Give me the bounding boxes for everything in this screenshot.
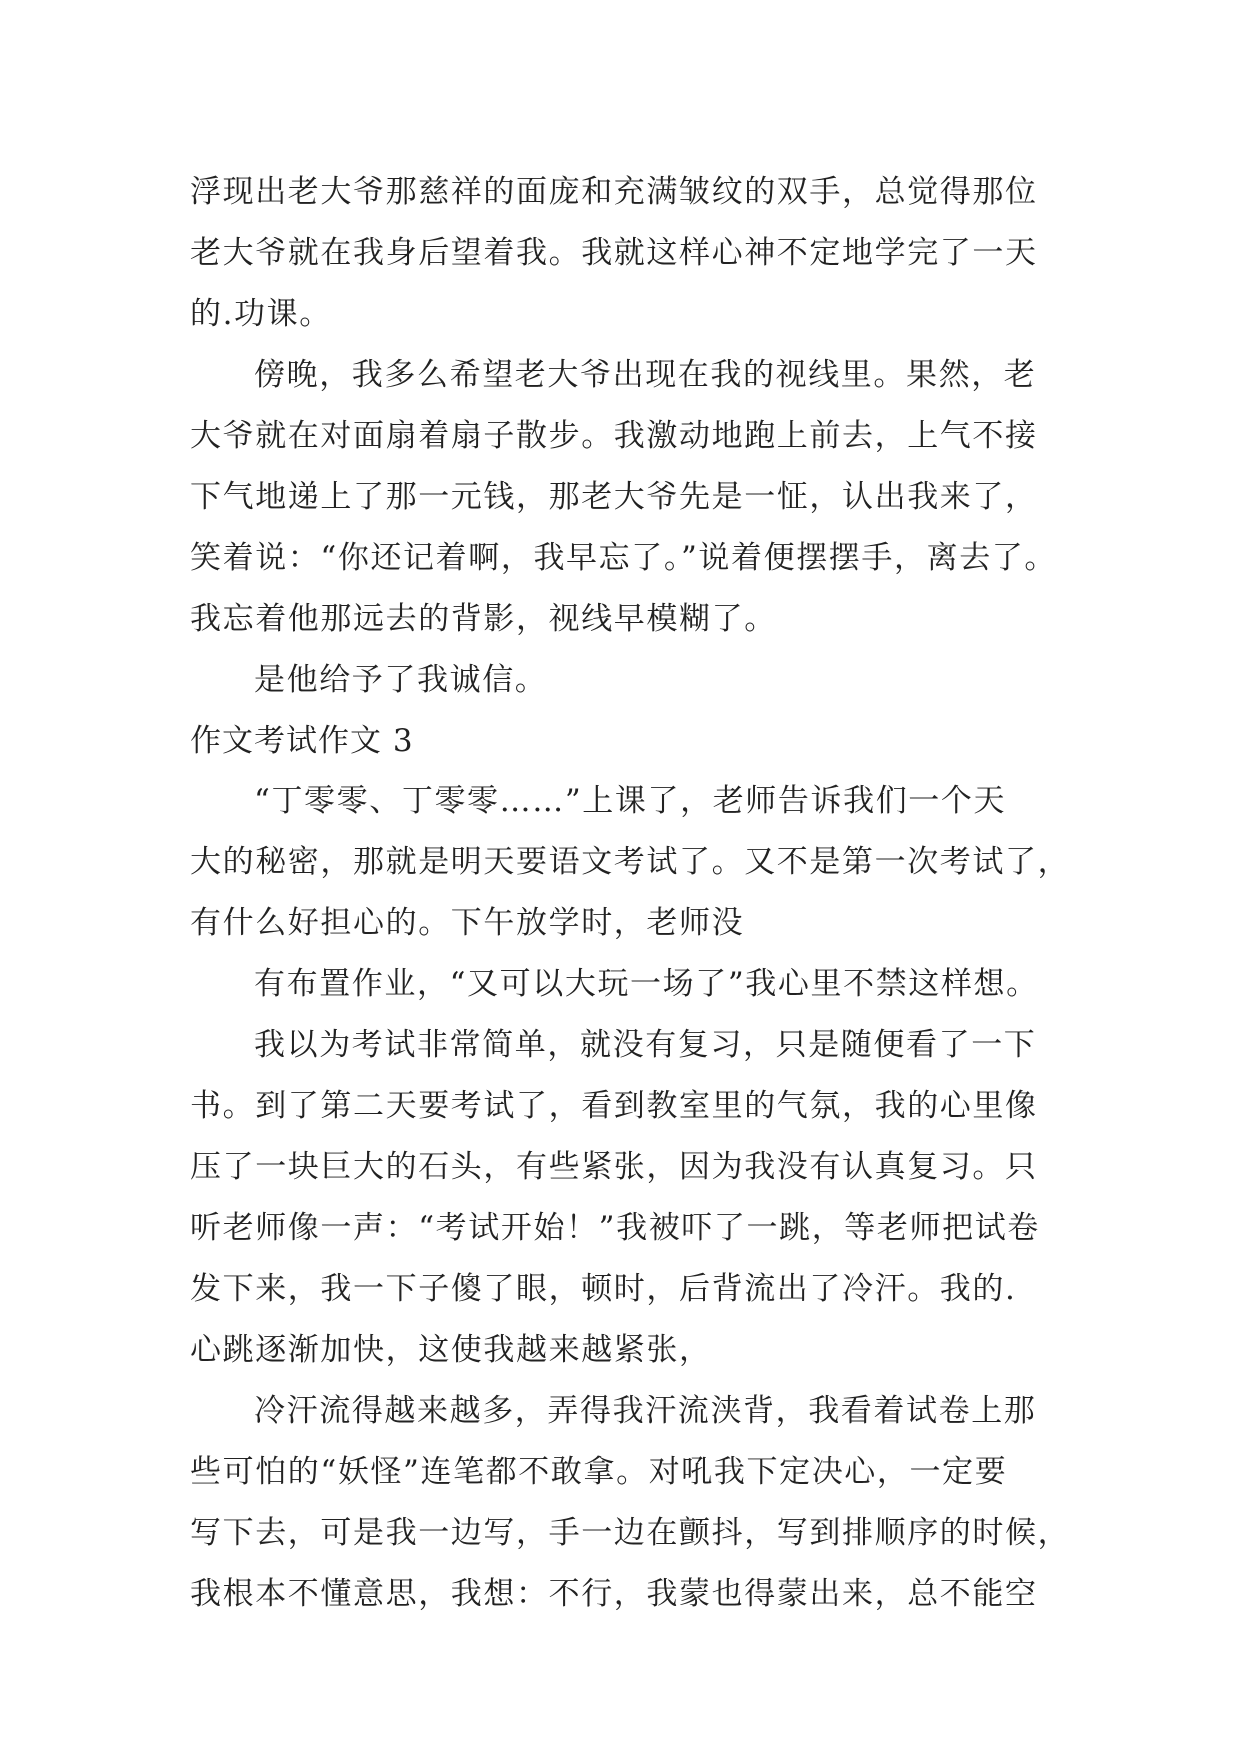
text-line: 书。到了第二天要考试了，看到教室里的气氛，我的心里像 xyxy=(190,1088,1038,1124)
text-line: 有什么好担心的。下午放学时，老师没 xyxy=(190,905,745,941)
text-line: 写下去，可是我一边写，手一边在颤抖，写到排顺序的时候， xyxy=(190,1515,1071,1551)
text-line: 我以为考试非常简单，就没有复习，只是随便看了一下 xyxy=(254,1027,1037,1063)
text-line: 笑着说：“你还记着啊，我早忘了。”说着便摆摆手，离去了。 xyxy=(190,540,1057,576)
text-line: 大爷就在对面扇着扇子散步。我激动地跑上前去，上气不接 xyxy=(190,418,1038,454)
text-line: 老大爷就在我身后望着我。我就这样心神不定地学完了一天 xyxy=(190,235,1038,271)
text-line: “丁零零、丁零零……”上课了，老师告诉我们一个天 xyxy=(254,783,1007,819)
text-line: 心跳逐渐加快，这使我越来越紧张， xyxy=(190,1332,712,1368)
text-line: 是他给予了我诚信。 xyxy=(254,662,548,698)
section-title: 作文考试作文 3 xyxy=(190,723,414,759)
text-line: 我根本不懂意思，我想：不行，我蒙也得蒙出来，总不能空 xyxy=(190,1576,1038,1612)
text-line: 听老师像一声：“考试开始！”我被吓了一跳，等老师把试卷 xyxy=(190,1210,1040,1246)
text-line: 冷汗流得越来越多，弄得我汗流浃背，我看着试卷上那 xyxy=(254,1393,1037,1429)
text-line: 压了一块巨大的石头，有些紧张，因为我没有认真复习。只 xyxy=(190,1149,1038,1185)
text-line: 的.功课。 xyxy=(190,296,332,332)
text-line: 浮现出老大爷那慈祥的面庞和充满皱纹的双手，总觉得那位 xyxy=(190,174,1038,210)
document-body xyxy=(190,162,1070,1625)
text-line: 大的秘密，那就是明天要语文考试了。又不是第一次考试了， xyxy=(190,844,1071,880)
text-line: 发下来，我一下子傻了眼，顿时，后背流出了冷汗。我的. xyxy=(190,1271,1017,1307)
text-line: 有布置作业，“又可以大玩一场了”我心里不禁这样想。 xyxy=(254,966,1039,1002)
text-line: 些可怕的“妖怪”连笔都不敢拿。对吼我下定决心，一定要 xyxy=(190,1454,1008,1490)
text-line: 我忘着他那远去的背影，视线早模糊了。 xyxy=(190,601,777,637)
text-line: 傍晚，我多么希望老大爷出现在我的视线里。果然，老 xyxy=(254,357,1037,393)
text-line: 下气地递上了那一元钱，那老大爷先是一怔，认出我来了， xyxy=(190,479,1038,515)
